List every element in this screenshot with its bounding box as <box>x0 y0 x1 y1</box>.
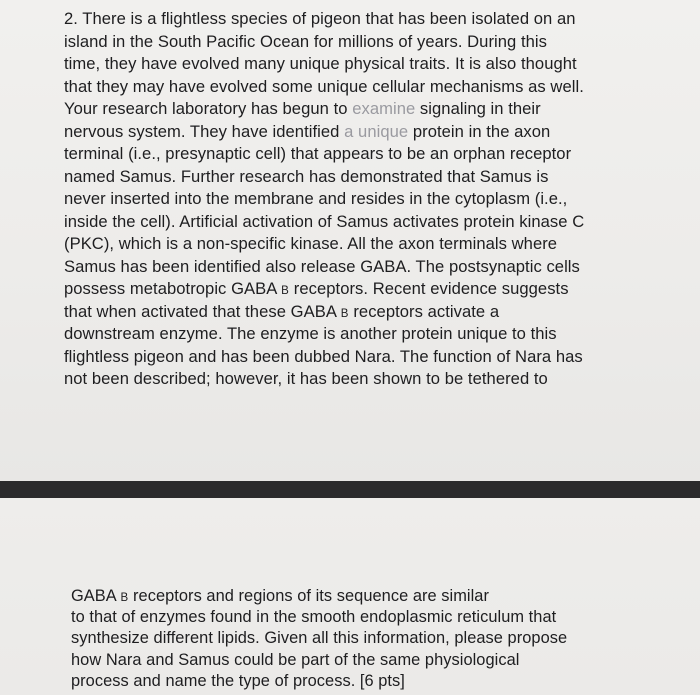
text-line: process and name the type of process. [6 pts] <box>71 671 405 690</box>
text-line: that they may have evolved some unique cellular mechanisms as well. <box>64 76 584 96</box>
subscript-b: B <box>120 592 129 604</box>
text-line: nervous system. They have identified a unique protein in the axon <box>64 121 551 141</box>
faded-text: a unique <box>344 121 409 141</box>
faded-text: examine <box>352 99 416 118</box>
text-line: terminal (i.e., presynaptic cell) that appears to be an orphan receptor <box>64 144 572 163</box>
text-line: (PKC), which is a non-specific kinase. All the axon terminals where <box>64 234 558 253</box>
text-line: time, they have evolved many unique physical traits. It is also thought <box>64 54 577 73</box>
text-line: that when activated that these GABA B receptors activate a <box>64 301 500 321</box>
text-line: downstream enzyme. The enzyme is another protein unique to this <box>64 324 557 343</box>
text-line: flightless pigeon and has been dubbed Nara. The function of Nara has <box>64 346 583 366</box>
page-separator-bar <box>0 481 700 498</box>
text-line: 2. There is a flightless species of pigeon that has been isolated on an <box>64 9 576 28</box>
subscript-b: B <box>281 285 290 297</box>
text-line: how Nara and Samus could be part of the same physiological <box>71 650 520 669</box>
text-line: not been described; however, it has been shown to be tethered to <box>64 369 548 388</box>
text-line: Your research laboratory has begun to examine signaling in their <box>64 99 541 118</box>
text-line: possess metabotropic GABA B receptors. Recent evidence suggests <box>64 279 569 298</box>
question-text-bottom <box>71 586 567 692</box>
subscript-b: B <box>340 307 349 320</box>
text-line: island in the South Pacific Ocean for millions of years. During this <box>64 31 547 51</box>
text-line: GABA B receptors and regions of its sequence are similar <box>71 587 489 605</box>
question-text-top <box>64 8 584 391</box>
text-line: Samus has been identified also release GABA. The postsynaptic cells <box>64 256 580 276</box>
text-line: to that of enzymes found in the smooth endoplasmic reticulum that <box>71 608 557 627</box>
text-line: inside the cell). Artificial activation of Samus activates protein kinase C <box>64 211 585 231</box>
text-line: never inserted into the membrane and resides in the cytoplasm (i.e., <box>64 189 568 208</box>
text-line: synthesize different lipids. Given all this information, please propose <box>71 629 568 648</box>
text-line: named Samus. Further research has demonstrated that Samus is <box>64 166 549 186</box>
